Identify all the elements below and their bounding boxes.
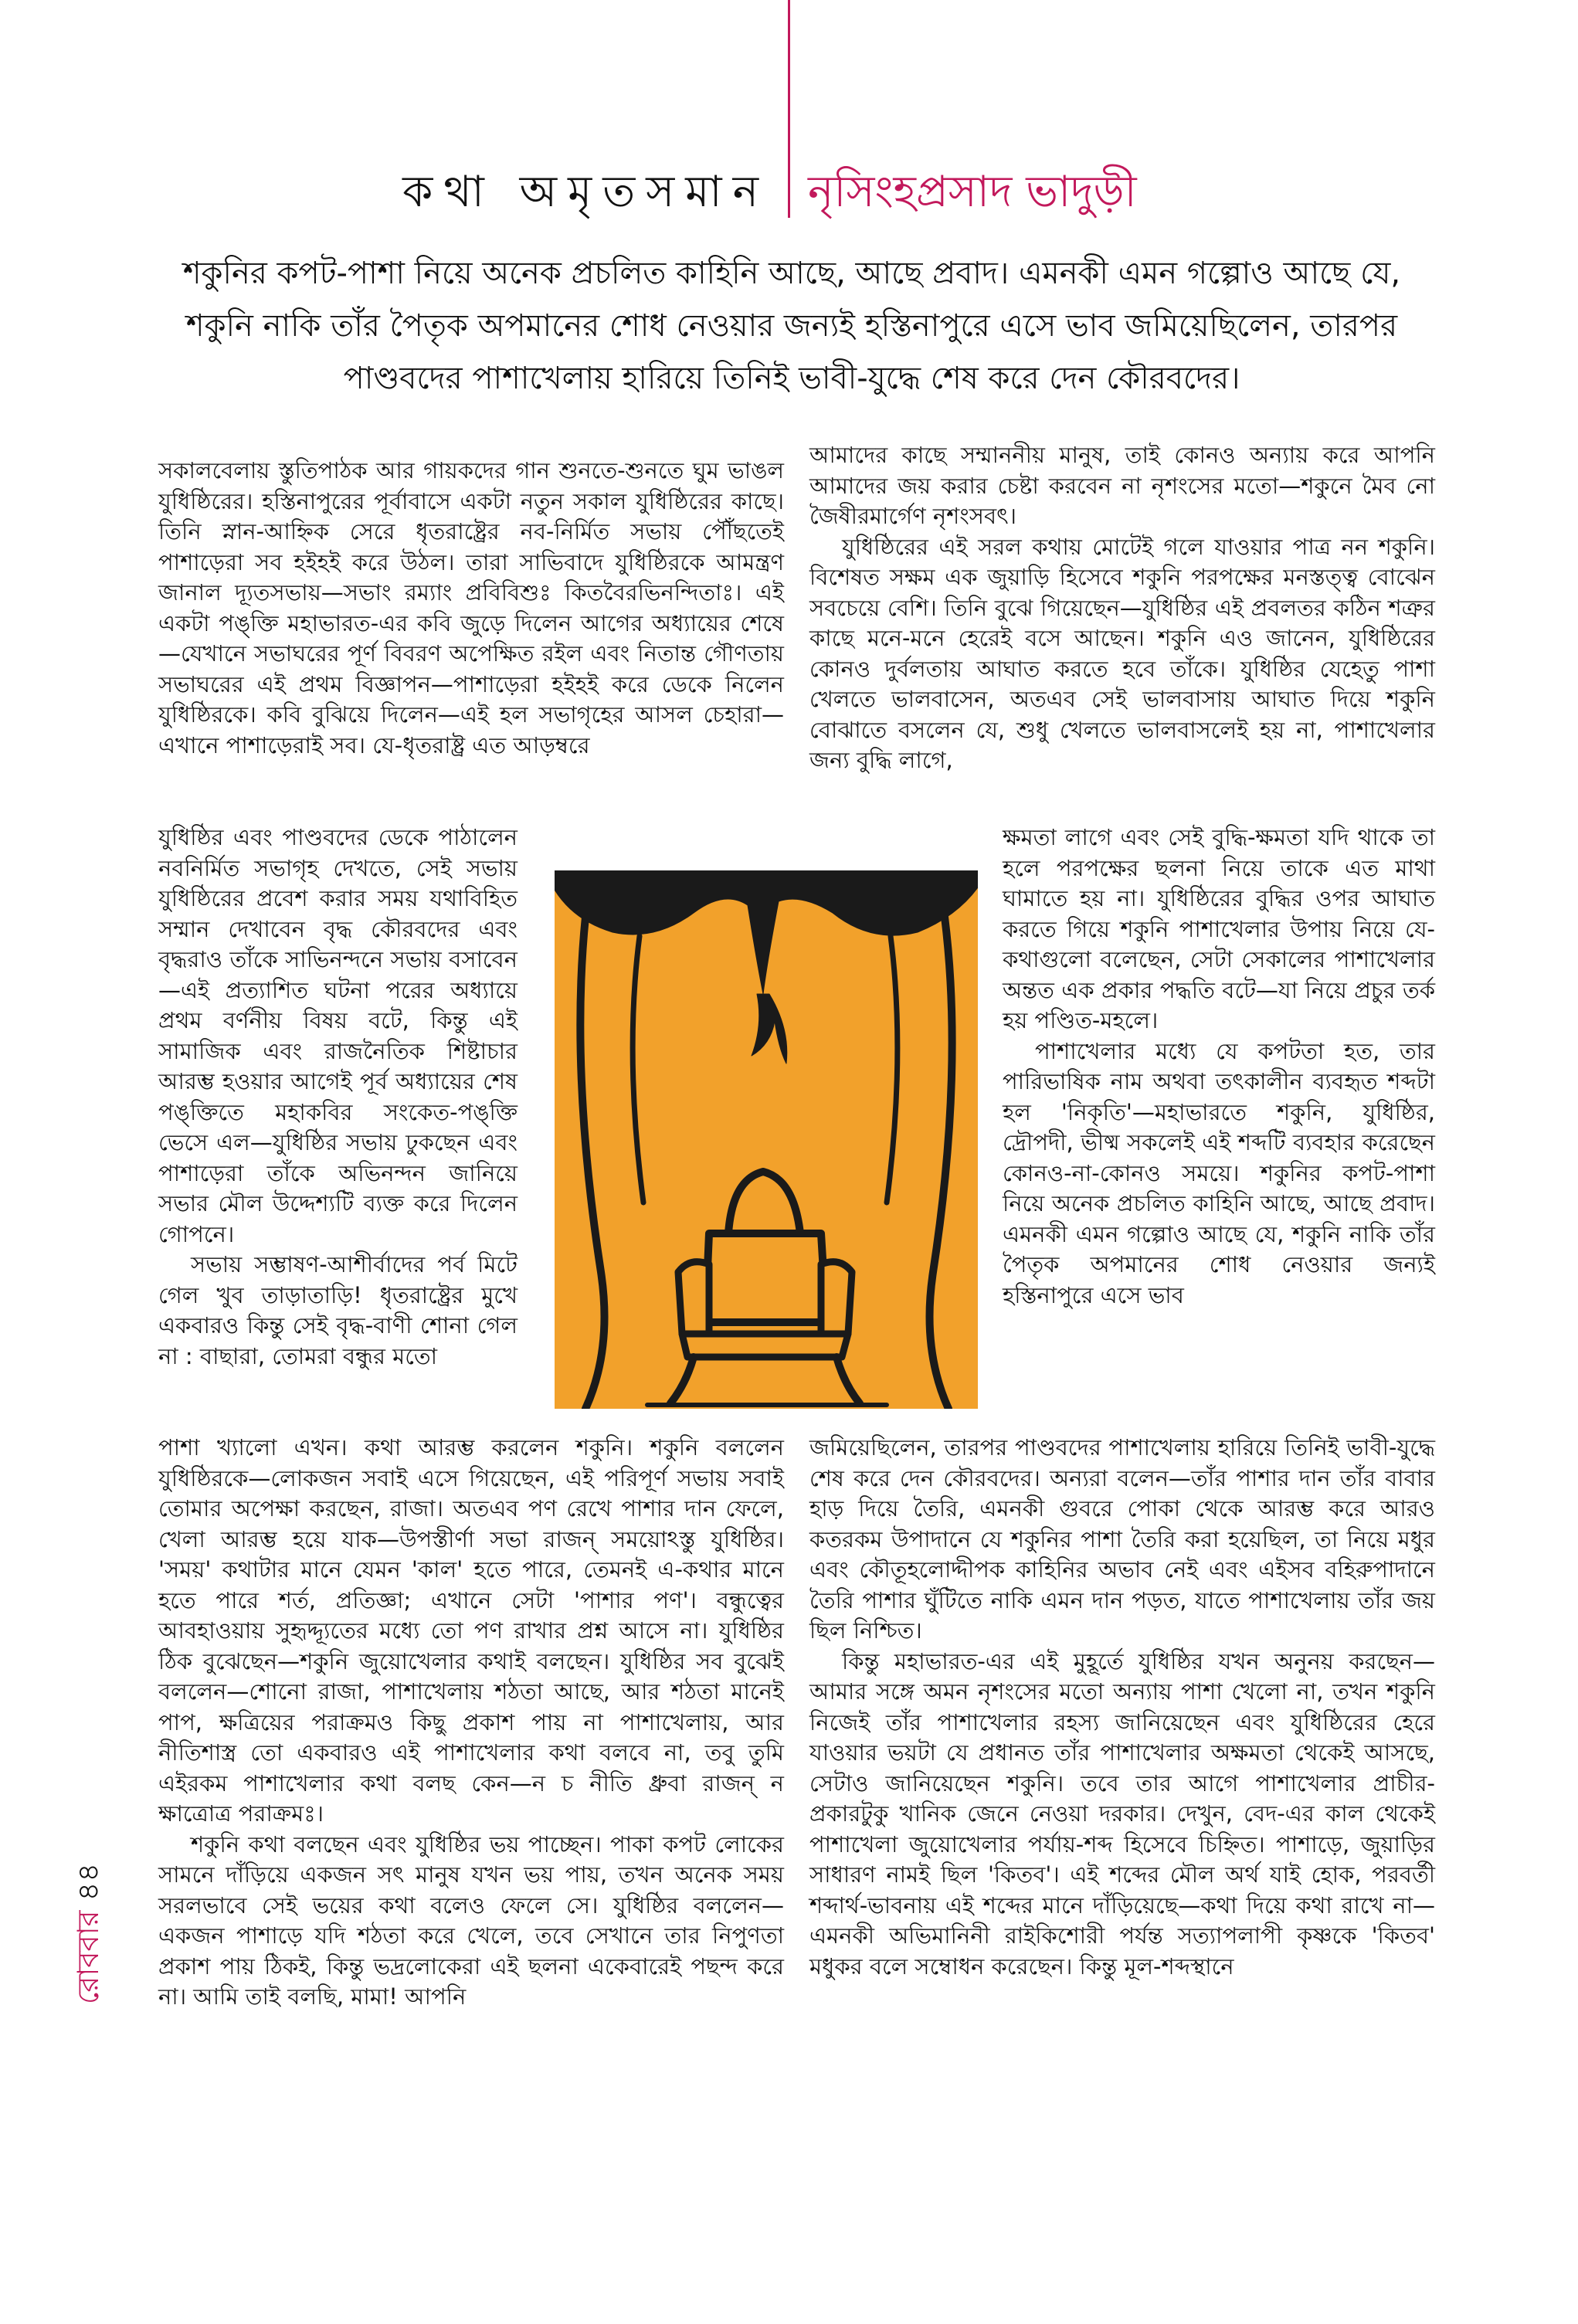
paragraph: সভায় সম্ভাষণ-আশীর্বাদের পর্ব মিটে গেল খুব তাড়াতাড়ি! ধৃতরাষ্ট্রের মুখে একবারও কিন্তু সেই বৃদ্ধ-বাণী শোনা গেল না : বাছারা, তোমরা বন্ধুর মতো — [158, 1251, 518, 1369]
intro-line: পাণ্ডবদের পাশাখেলায় হারিয়ে তিনিই ভাবী-যুদ্ধে শেষ করে দেন কৌরবদের। — [343, 361, 1240, 396]
throne-curtain-illustration — [555, 870, 978, 1409]
intro-line: শকুনি নাকি তাঁর পৈতৃক অপমানের শোধ নেওয়ার জন্যই হস্তিনাপুরে এসে ভাব জমিয়েছিলেন, তারপর — [185, 308, 1398, 344]
right-column-wrap — [1003, 823, 1435, 1311]
paragraph: পাশা খ্যালো এখন। কথা আরম্ভ করলেন শকুনি। শকুনি বললেন যুধিষ্ঠিরকে—লোকজন সবাই এসে গিয়েছেন, এই পরিপূর্ণ সভায় সবাই তোমার অপেক্ষা করছেন, রাজা। অতএব পণ রেখে পাশার দান ফেলে, খেলা আরম্ভ হয়ে যাক—উপস্তীর্ণা সভা রাজন্‌ সময়োঽস্তু যুধিষ্ঠির। 'সময়' কথাটার মানে যেমন 'কাল' হতে পারে, তেমনই এ-কথার মানে হতে পারে শর্ত, প্রতিজ্ঞা; এখানে সেটা 'পাশার পণ'। বন্ধুত্বের আবহাওয়ায় সুহৃদ্দ্যূতের মধ্যে তো পণ রাখার প্রশ্ন আসে না। যুধিষ্ঠির ঠিক বুঝেছেন—শকুনি জুয়োখেলার কথাই বলছেন। যুধিষ্ঠির সব বুঝেই বললেন—শোনো রাজা, পাশাখেলায় শঠতা আছে, আর শঠতা মানেই পাপ, ক্ষত্রিয়ের পরাক্রমও কিছু প্রকাশ পায় না পাশাখেলায়, আর নীতিশাস্ত্র তো একবারও এই পাশাখেলার কথা বলবে না, তবু তুমি এইরকম পাশাখেলার কথা বলছ কেন—ন চ নীতি ধ্রুবা রাজন্‌ ন ক্ষাত্রোত্র পরাক্রমঃ। — [158, 1434, 784, 1827]
curtain-valance — [555, 870, 978, 994]
curtain-fold-left — [580, 917, 604, 1409]
throne-back — [705, 1233, 826, 1322]
page-folio — [66, 1726, 115, 2004]
paragraph: কিন্তু মহাভারত-এর এই মুহূর্তে যুধিষ্ঠির যখন অনুনয় করছেন—আমার সঙ্গে অমন নৃশংসের মতো অন্যায় পাশা খেলো না, তখন শকুনি নিজেই তাঁর পাশাখেলার রহস্য জানিয়েছেন এবং যুধিষ্ঠিরের হেরে যাওয়ার ভয়টা যে প্রধানত তাঁর পাশাখেলার অক্ষমতা থেকেই আসছে, সেটাও জানিয়েছেন শকুনি। তবে তার আগে পাশাখেলার প্রাচীর-প্রকারটুকু খানিক জেনে নেওয়া দরকার। দেখুন, বেদ-এর কাল থেকেই পাশাখেলা জুয়োখেলার পর্যায়-শব্দ হিসেবে চিহ্নিত। পাশাড়ে, জুয়াড়ির সাধারণ নামই ছিল 'কিতব'। এই শব্দের মৌল অর্থ যাই হোক, পরবর্তী শব্দার্থ-ভাবনায় এই শব্দের মানে দাঁড়িয়েছে—কথা দিয়ে কথা রাখে না—এমনকী অভিমানিনী রাইকিশোরী পর্যন্ত সত্যাপলাপী কৃষ্ণকে 'কিতব' মধুকর বলে সম্বোধন করেছেন। কিন্তু মূল-শব্দস্থানে — [809, 1647, 1435, 1980]
intro-standfirst — [139, 247, 1444, 405]
left-column-top — [158, 456, 784, 761]
intro-line: শকুনির কপট-পাশা নিয়ে অনেক প্রচলিত কাহিনি আছে, আছে প্রবাদ। এমনকী এমন গল্পোও আছে যে, — [182, 256, 1401, 291]
left-column-bottom — [158, 1433, 784, 2013]
illustration-drawing — [555, 870, 978, 1409]
paragraph: পাশাখেলার মধ্যে যে কপটতা হত, তার পারিভাষিক নাম অথবা তৎকালীন ব্যবহৃত শব্দটা হল 'নিকৃতি'—মহাভারতে শকুনি, যুধিষ্ঠির, দ্রৌপদী, ভীষ্ম সকলেই এই শব্দটি ব্যবহার করেছেন কোনও-না-কোনও সময়ে। শকুনির কপট-পাশা নিয়ে অনেক প্রচলিত কাহিনি আছে, আছে প্রবাদ। এমনকী এমন গল্পোও আছে যে, শকুনি নাকি তাঁর পৈতৃক অপমানের শোধ নেওয়ার জন্যই হস্তিনাপুরে এসে ভাব — [1003, 1037, 1435, 1308]
curtain-fold-left-inner — [633, 936, 643, 1203]
curtain-tassel — [752, 994, 787, 1064]
throne-arm-right — [821, 1262, 852, 1334]
page-number: ৪৪ — [71, 1863, 105, 1902]
throne-arm-left — [678, 1262, 709, 1334]
paragraph: আমাদের কাছে সম্মাননীয় মানুষ, তাই কোনও অন্যায় করে আপনি আমাদের জয় করার চেষ্টা করবেন না নৃশংসের মতো—শকুনে মৈব নো জৈষীরমার্গেণ নৃশংসবৎ। — [809, 442, 1435, 529]
curtain-fold-right — [930, 917, 952, 1409]
left-column-wrap — [158, 823, 518, 1372]
paragraph: যুধিষ্ঠিরের এই সরল কথায় মোটেই গলে যাওয়ার পাত্র নন শকুনি। বিশেষত সক্ষম এক জুয়াড়ি হিসেবে শকুনি পরপক্ষের মনস্তত্ত্ব বোঝেন সবচেয়ে বেশি। তিনি বুঝে গিয়েছেন—যুধিষ্ঠির এই প্রবলতর কঠিন শত্রুর কাছে মনে-মনে হেরেই বসে আছেন। শকুনি এও জানেন, যুধিষ্ঠিরের কোনও দুর্বলতায় আঘাত করতে হবে তাঁকে। যুধিষ্ঠির যেহেতু পাশা খেলতে ভালবাসেন, অতএব সেই ভালবাসায় আঘাত দিয়ে শকুনি বোঝাতে বসলেন যে, শুধু খেলতে ভালবাসলেই হয় না, পাশাখেলার জন্য বুদ্ধি লাগে, — [809, 533, 1435, 773]
paragraph: জমিয়েছিলেন, তারপর পাণ্ডবদের পাশাখেলায় হারিয়ে তিনিই ভাবী-যুদ্ধে শেষ করে দেন কৌরবদের। অন্যরা বলেন—তাঁর পাশার দান তাঁর বাবার হাড় দিয়ে তৈরি, এমনকী গুবরে পোকা থেকে আরম্ভ করে আরও কতরকম উপাদানে যে শকুনির পাশা তৈরি করা হয়েছিল, তা নিয়ে মধুর এবং কৌতূহলোদ্দীপক কাহিনির অভাব নেই এবং এইসব বহিরুপাদানে তৈরি পাশার ঘুঁটিতে নাকি এমন দান পড়ত, যাতে পাশাখেলায় তাঁর জয় ছিল নিশ্চিত। — [809, 1434, 1435, 1644]
right-column-top — [809, 440, 1435, 776]
magazine-name: রোববার — [71, 1910, 105, 2004]
paragraph: সকালবেলায় স্তুতিপাঠক আর গায়কদের গান শুনতে-শুনতে ঘুম ভাঙল যুধিষ্ঠিরের। হস্তিনাপুরের পূর্বাবাসে একটা নতুন সকাল যুধিষ্ঠিরের কাছে। তিনি স্নান-আহ্নিক সেরে ধৃতরাষ্ট্রের নব-নির্মিত সভায় পৌঁছতেই পাশাড়েরা সব হইহই করে উঠল। তারা সাভিবাদে যুধিষ্ঠিরকে আমন্ত্রণ জানাল দ্যূতসভায়—সভাং রম্যাং প্রবিবিশুঃ কিতবৈরভিনন্দিতাঃ। এই একটা পঙ্‌ক্তি মহাভারত-এর কবি জুড়ে দিলেন আগের অধ্যায়ের শেষে—যেখানে সভাঘরের পূর্ণ বিবরণ অপেক্ষিত রইল এবং নিতান্ত গৌণতায় সভাঘরের এই প্রথম বিজ্ঞাপন—পাশাড়েরা হইহই করে ডেকে নিলেন যুধিষ্ঠিরকে। কবি বুঝিয়ে দিলেন—এই হল সভাগৃহের আসল চেহারা—এখানে পাশাড়েরাই সব। যে-ধৃতরাষ্ট্র এত আড়ম্বরে — [158, 457, 784, 758]
right-column-bottom — [809, 1433, 1435, 1982]
column-title: কথা অমৃতসমান — [402, 167, 769, 217]
throne-crest — [728, 1172, 800, 1233]
header-rule — [788, 0, 790, 218]
paragraph: ক্ষমতা লাগে এবং সেই বুদ্ধি-ক্ষমতা যদি থাকে তা হলে পরপক্ষের ছলনা নিয়ে তাকে এত মাথা ঘামাতে হয় না। যুধিষ্ঠিরের বুদ্ধির ওপর আঘাত করতে গিয়ে শকুনি পাশাখেলার উপায় নিয়ে যে-কথাগুলো বলেছেন, সেটা সেকালের পাশাখেলার অন্তত এক প্রকার পদ্ধতি বটে—যা নিয়ে প্রচুর তর্ক হয় পণ্ডিত-মহলে। — [1003, 824, 1435, 1033]
paragraph: শকুনি কথা বলছেন এবং যুধিষ্ঠির ভয় পাচ্ছেন। পাকা কপট লোকের সামনে দাঁড়িয়ে একজন সৎ মানুষ যখন ভয় পায়, তখন অনেক সময় সরলভাবে সেই ভয়ের কথা বলেও ফেলে সে। যুধিষ্ঠির বললেন—একজন পাশাড়ে যদি শঠতা করে খেলে, তবে সেখানে তার নিপুণতা প্রকাশ পায় ঠিকই, কিন্তু ভদ্রলোকেরা এই ছলনা একেবারেই পছন্দ করে না। আমি তাই বলছি, মামা! আপনি — [158, 1830, 784, 2010]
throne-seat — [682, 1334, 848, 1357]
author-name: নৃসিংহপ্রসাদ ভাদুড়ী — [808, 167, 1137, 217]
throne-leg-left — [670, 1357, 694, 1403]
paragraph: যুধিষ্ঠির এবং পাণ্ডবদের ডেকে পাঠালেন নবনির্মিত সভাগৃহ দেখতে, সেই সভায় যুধিষ্ঠিরের প্রবেশ করার সময় যথাবিহিত সম্মান দেখাবেন বৃদ্ধ কৌরবদের এবং বৃদ্ধরাও তাঁকে সাভিনন্দনে সভায় বসাবেন—এই প্রত্যাশিত ঘটনা পরের অধ্যায়ে প্রথম বর্ণনীয় বিষয় বটে, কিন্তু এই সামাজিক এবং রাজনৈতিক শিষ্টাচার আরম্ভ হওয়ার আগেই পূর্ব অধ্যায়ের শেষ পঙ্‌ক্তিতে মহাকবির সংকেত-পঙ্‌ক্তি ভেসে এল—যুধিষ্ঠির সভায় ঢুকছেন এবং পাশাড়েরা তাঁকে অভিনন্দন জানিয়ে সভার মৌল উদ্দেশ্যটি ব্যক্ত করে দিলেন গোপনে। — [158, 824, 518, 1247]
curtain-fold-right-inner — [887, 936, 898, 1203]
throne-leg-right — [837, 1357, 860, 1403]
